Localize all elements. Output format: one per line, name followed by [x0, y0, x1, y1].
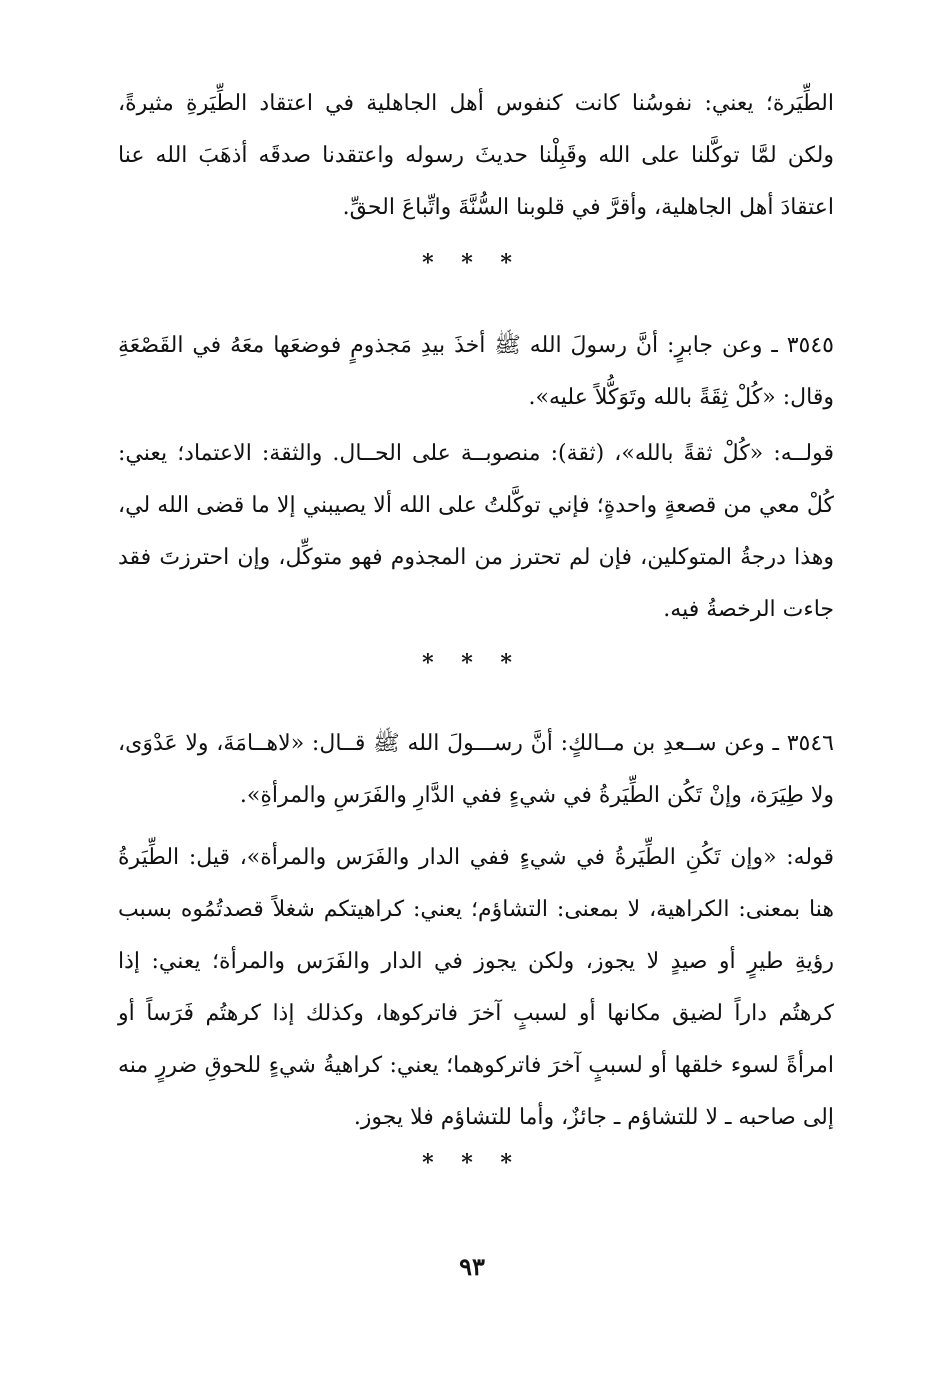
- hadith-3546: ٣٥٤٦ ـ وعن ســعدِ بن مــالكٍ: أنَّ رســـولَ الله ﷺ قــال: «لاهــامَةَ، ولا عَدْوَى، ولا طِيَرَة، وإنْ تَكُن الطِّيَرةُ في شيءٍ ففي الدَّارِ والفَرَسِ والمرأةِ».: [118, 731, 834, 808]
- section-separator: * * *: [422, 250, 522, 276]
- page-number: ٩٣: [459, 1252, 485, 1281]
- commentary-paragraph-3544: الطِّيَرة؛ يعني: نفوسُنا كانت كنفوس أهل الجاهلية في اعتقاد الطِّيَرةِ مثيرةً، ولكن لمَّا توكَّلنا على الله وقَبِلْنا حديثَ رسوله واعتقدنا صدقَه أذهَبَ الله عنا اعتقادَ أهل الجاهلية، وأقرَّ في قلوبنا السُّنَّةَ واتِّباعَ الحقِّ.: [118, 91, 834, 220]
- section-separator: * * *: [422, 650, 522, 676]
- commentary-paragraph-3546: قوله: «وإن تَكُنِ الطِّيَرةُ في شيءٍ ففي الدار والفَرَس والمرأة»، قيل: الطِّيَرةُ هنا بمعنى: الكراهية، لا بمعنى: التشاؤم؛ يعني: كراهيتكم شغلاً قصدتُمُوه بسبب رؤيةِ طيرٍ أو صيدٍ لا يجوز، ولكن يجوز في الدار والفَرَس والمرأة؛ يعني: إذا كرهتُم داراً لضيق مكانها أو لسببٍ آخرَ فاتركوها، وكذلك إذا كرهتُم فَرَساً أو امرأةً لسوء خلقها أو لسببٍ آخرَ فاتركوهما؛ يعني: كراهيةُ شيءٍ للحوقِ ضررٍ منه إلى صاحبه ـ لا للتشاؤم ـ جائزٌ، وأما للتشاؤم فلا يجوز.: [118, 845, 834, 1130]
- section-separator: * * *: [422, 1150, 522, 1176]
- commentary-paragraph-3545: قولــه: «كُلْ ثقةً بالله»، (ثقة): منصوبــة على الحــال. والثقة: الاعتماد؛ يعني: كُلْ معي من قصعةٍ واحدةٍ؛ فإني توكَّلتُ على الله ألا يصيبني إلا ما قضى الله لي، وهذا درجةُ المتوكلين، فإن لم تحترز من المجذوم فهو متوكِّل، وإن احترزتَ فقد جاءت الرخصةُ فيه.: [118, 441, 834, 622]
- hadith-3545: ٣٥٤٥ ـ وعن جابرٍ: أنَّ رسولَ الله ﷺ أخذَ بيدِ مَجذومٍ فوضعَها معَهُ في القَصْعَةِ وقال: «كُلْ ثِقَةً بالله وتَوَكُّلاً عليه».: [118, 333, 834, 410]
